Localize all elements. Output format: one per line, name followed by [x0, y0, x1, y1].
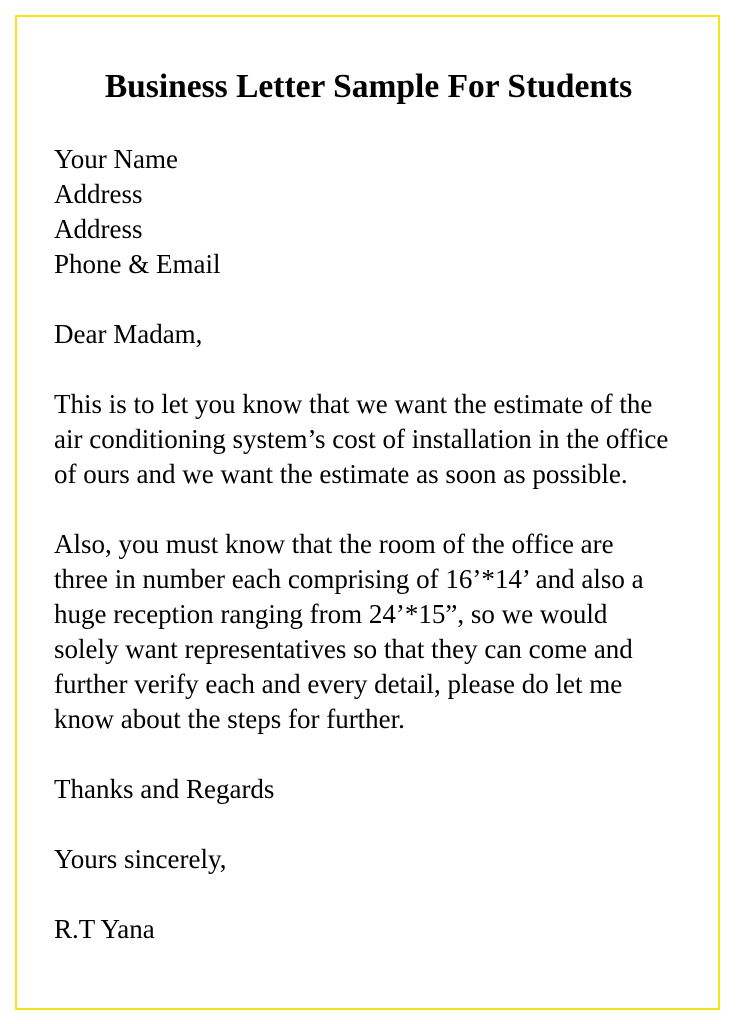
salutation-block [54, 317, 714, 352]
paragraph-line: This is to let you know that we want the estimate of the [54, 389, 653, 419]
paragraph-line: know about the steps for further. [54, 704, 405, 734]
body-paragraph-2 [54, 527, 714, 737]
paragraph-line: solely want representatives so that they can come and [54, 634, 633, 664]
paragraph-line: three in number each comprising of 16’*14’ and also a [54, 564, 644, 594]
sender-contact: Phone & Email [54, 249, 221, 279]
sign-off: Yours sincerely, [54, 844, 227, 874]
salutation: Dear Madam, [54, 319, 203, 349]
closing: Thanks and Regards [54, 774, 275, 804]
signature-name: R.T Yana [54, 914, 155, 944]
letter-body [54, 142, 714, 982]
paragraph-line: further verify each and every detail, please do let me [54, 669, 623, 699]
sender-address-line-2: Address [54, 214, 143, 244]
sender-block [54, 142, 714, 282]
paragraph-line: Also, you must know that the room of the office are [54, 529, 614, 559]
paragraph-line: huge reception ranging from 24’*15”, so we would [54, 599, 608, 629]
signoff-block [54, 842, 714, 877]
sender-address-line-1: Address [54, 179, 143, 209]
document-title: Business Letter Sample For Students [104, 68, 633, 105]
body-paragraph-1 [54, 387, 714, 492]
closing-block [54, 772, 714, 807]
signature-block [54, 912, 714, 947]
sender-name: Your Name [54, 144, 179, 174]
paragraph-line: of ours and we want the estimate as soon as possible. [54, 459, 628, 489]
paragraph-line: air conditioning system’s cost of installation in the office [54, 424, 669, 454]
